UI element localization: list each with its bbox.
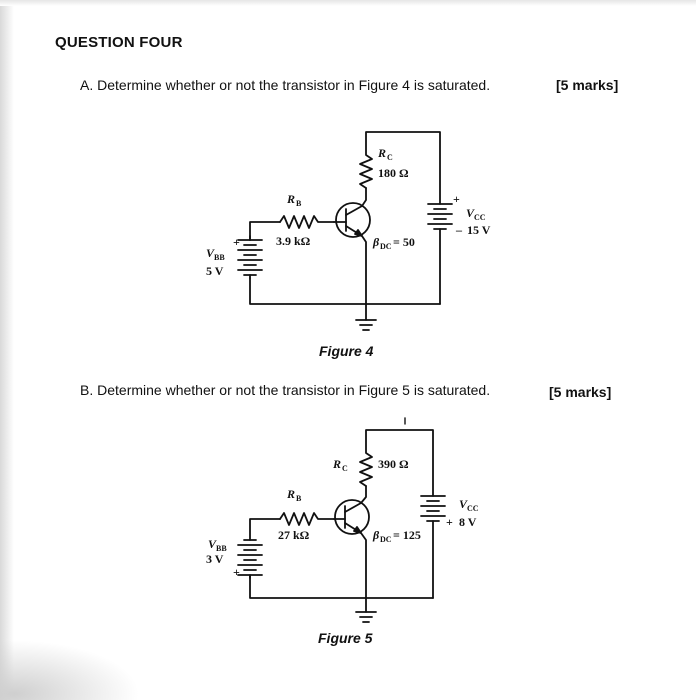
fig4-beta-value: = 50	[393, 235, 415, 249]
fig5-vbb-value: 3 V	[206, 552, 224, 566]
fig4-rc-value: 180 Ω	[378, 166, 409, 180]
fig4-vbb-plus: +	[233, 235, 240, 249]
question-a-text: Determine whether or not the transistor in Figure 4 is saturated.	[97, 77, 491, 93]
fig4-vcc-symbol: V	[466, 206, 475, 220]
fig5-vcc-sub: CC	[467, 504, 479, 513]
fig5-rb-resistor	[280, 513, 334, 525]
fig5-beta-symbol: β	[373, 528, 380, 542]
fig5-vcc-plus: +	[446, 515, 453, 529]
fig4-rc-symbol: R	[378, 146, 387, 160]
fig4-rc-sub: C	[387, 153, 393, 162]
fig4-rb-symbol: R	[287, 192, 296, 206]
fig4-vbb-symbol: V	[206, 246, 215, 260]
fig5-vbb-symbol: V	[208, 537, 217, 551]
fig5-vcc-symbol: V	[459, 497, 468, 511]
fig4-emitter-wire	[362, 236, 366, 320]
fig5-rb-symbol: R	[287, 487, 296, 501]
fig5-collector-wire	[361, 486, 366, 503]
fig4-vcc-value: 15 V	[467, 223, 491, 237]
fig4-rb-value: 3.9 kΩ	[276, 234, 311, 248]
fig5-rc-value: 390 Ω	[378, 457, 409, 471]
fig5-rb-sub: B	[296, 494, 302, 503]
fig5-rc-symbol: R	[333, 457, 342, 471]
fig5-rb-value: 27 kΩ	[278, 528, 310, 542]
fig4-ground-wire	[250, 278, 366, 304]
fig4-vcc-minus: –	[456, 223, 462, 237]
fig4-rb-resistor	[280, 216, 334, 228]
fig5-transistor	[335, 500, 369, 534]
fig4-rb-sub: B	[296, 199, 302, 208]
fig5-vcc-battery	[366, 496, 445, 598]
fig5-vbb-plus: +	[233, 565, 240, 579]
fig4-vcc-battery	[366, 204, 452, 304]
fig4-transistor	[336, 203, 370, 237]
figure-4-circuit	[238, 132, 452, 330]
fig4-collector-wire	[362, 188, 366, 206]
fig4-beta-symbol: β	[373, 235, 380, 249]
fig5-beta-sub: DC	[380, 535, 392, 544]
figure-4-caption: Figure 4	[319, 343, 374, 359]
fig4-ground-symbol	[356, 320, 376, 330]
figure-5-circuit	[238, 418, 445, 622]
fig5-beta-value: = 125	[393, 528, 421, 542]
figure-5-caption: Figure 5	[318, 630, 373, 646]
fig5-vbb-sub: BB	[216, 544, 227, 553]
fig4-vbb-battery	[238, 236, 262, 278]
fig5-vbb-battery	[238, 540, 262, 578]
fig4-vcc-plus: +	[453, 192, 460, 206]
question-b-text: Determine whether or not the transistor in Figure 5 is saturated.	[97, 382, 491, 398]
fig5-ground-symbol	[356, 612, 376, 622]
fig5-vcc-value: 8 V	[459, 515, 477, 529]
fig4-vcc-sub: CC	[474, 213, 486, 222]
question-a-label: A.	[80, 77, 94, 93]
question-a-marks: [5 marks]	[556, 77, 619, 93]
fig4-vbb-sub: BB	[214, 253, 225, 262]
question-heading: QUESTION FOUR	[55, 34, 183, 51]
question-b-marks: [5 marks]	[549, 384, 612, 400]
question-b-label: B.	[80, 382, 94, 398]
fig4-labels	[206, 146, 491, 278]
fig5-emitter-wire	[361, 533, 366, 612]
fig5-ground-wire	[250, 576, 366, 598]
fig5-vbb-wire	[250, 519, 280, 540]
fig4-vbb-value: 5 V	[206, 264, 224, 278]
fig4-beta-sub: DC	[380, 242, 392, 251]
fig5-rc-sub: C	[342, 464, 348, 473]
